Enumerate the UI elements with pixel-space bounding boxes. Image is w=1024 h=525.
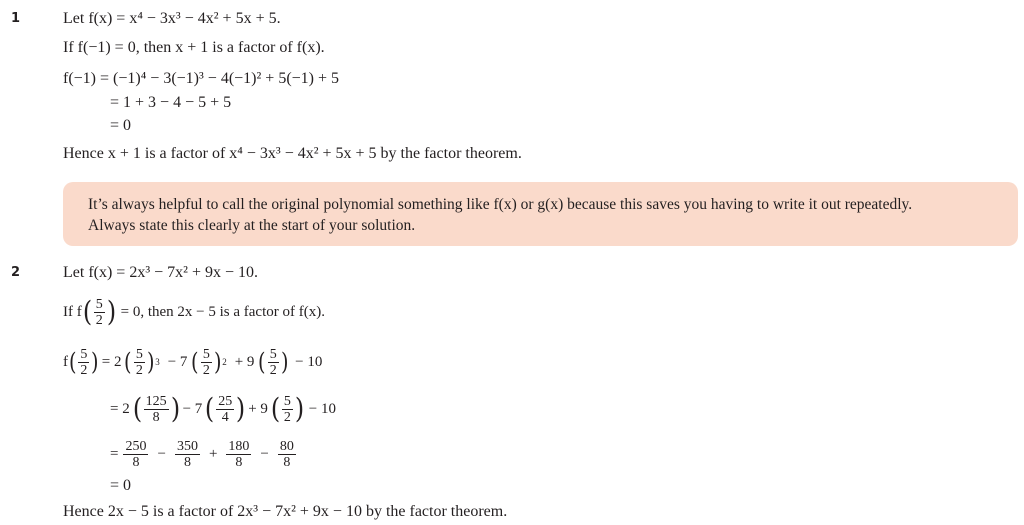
- fraction-125-over-8: [144, 394, 169, 425]
- close-paren: ): [146, 348, 155, 376]
- close-paren: ): [106, 295, 116, 328]
- close-paren: ): [213, 348, 222, 376]
- denominator: 4: [216, 409, 234, 425]
- denominator: 2: [80, 362, 88, 378]
- q1-step-1: f(−1) = (−1)⁴ − 3(−1)³ − 4(−1)² + 5(−1) + 5: [63, 70, 340, 87]
- term-operator: − 10: [295, 353, 323, 370]
- close-paren: ): [236, 392, 246, 425]
- numerator: 5: [95, 296, 103, 312]
- term-operator: − 7: [182, 400, 203, 417]
- q1-conclusion: Hence x + 1 is a factor of x⁴ − 3x³ − 4x² + 5x + 5 by the factor theorem.: [63, 145, 522, 162]
- q1-step-2: = 1 + 3 − 4 − 5 + 5: [110, 94, 232, 111]
- numerator: 350: [176, 438, 198, 454]
- equals-coefficient: = 2: [101, 353, 122, 370]
- denominator: 2: [135, 362, 143, 378]
- denominator: 2: [202, 362, 210, 378]
- q2-step-4: = 0: [110, 477, 132, 494]
- q2-if-suffix: = 0, then 2x − 5 is a factor of f(x).: [120, 303, 325, 320]
- tip-line-1: It’s always helpful to call the original polynomial something like f(x) or g(x) because this saves you having to write it out repeatedly.: [88, 196, 913, 213]
- denominator: 8: [278, 454, 296, 470]
- denominator: 8: [144, 409, 169, 425]
- q1-step-3: = 0: [110, 117, 132, 134]
- open-paren: (: [124, 348, 132, 376]
- tip-callout: [63, 182, 1018, 246]
- term-operator: + 9: [248, 400, 268, 417]
- fraction-80-over-8: [278, 439, 296, 470]
- open-paren: (: [258, 348, 266, 376]
- denominator: 2: [283, 409, 291, 425]
- numerator: 125: [145, 393, 167, 409]
- close-paren: ): [170, 392, 180, 425]
- numerator: 180: [228, 438, 250, 454]
- numerator: 5: [283, 393, 291, 409]
- denominator: 2: [269, 362, 277, 378]
- fraction-350-over-8: [175, 439, 200, 470]
- numerator: 80: [279, 438, 294, 454]
- open-paren: (: [205, 392, 215, 425]
- q2-let-line: Let f(x) = 2x³ − 7x² + 9x − 10.: [63, 264, 258, 281]
- q2-conclusion: Hence 2x − 5 is a factor of 2x³ − 7x² + 9x − 10 by the factor theorem.: [63, 503, 508, 520]
- q2-if-line: [63, 294, 325, 330]
- term-operator: −: [260, 445, 269, 462]
- open-paren: (: [132, 392, 142, 425]
- open-paren: (: [270, 392, 281, 425]
- open-paren: (: [191, 348, 199, 376]
- fraction-5-over-2: [78, 347, 89, 378]
- question-number-2: 2: [11, 265, 21, 280]
- fraction-5-over-2: [282, 394, 293, 425]
- numerator: 5: [80, 346, 88, 362]
- fraction-180-over-8: [226, 439, 251, 470]
- term-operator: − 7: [167, 353, 188, 370]
- q1-let-line: Let f(x) = x⁴ − 3x³ − 4x² + 5x + 5.: [63, 10, 281, 27]
- fraction-25-over-4: [216, 394, 234, 425]
- term-operator: +: [208, 445, 218, 462]
- fraction-5-over-2: [134, 347, 145, 378]
- denominator: 8: [175, 454, 200, 470]
- equals-sign: =: [110, 445, 119, 462]
- close-paren: ): [294, 392, 304, 425]
- q2-step-1: f ( $\frac{5}{2}$ ) = 2 ( $\frac{5}{2}$ ) 3 − 7 ( $\frac{5}{2}$ ) 2 + 9 ( $\frac{5}{2}$ ) − 10: [63, 346, 323, 378]
- close-paren: ): [91, 348, 99, 376]
- denominator: 8: [226, 454, 251, 470]
- tip-line-2: Always state this clearly at the start of your solution.: [88, 217, 416, 234]
- function-f: f: [63, 353, 68, 370]
- q2-step-3: [110, 436, 297, 472]
- q2-step-2: [110, 391, 336, 427]
- term-operator: + 9: [234, 353, 255, 370]
- fraction-5-over-2: [201, 347, 212, 378]
- numerator: 5: [135, 346, 143, 362]
- numerator: 250: [125, 438, 147, 454]
- numerator: 25: [218, 393, 233, 409]
- close-paren: ): [280, 348, 289, 376]
- equals-coefficient: = 2: [110, 400, 130, 417]
- open-paren: (: [68, 348, 77, 376]
- open-paren: (: [82, 295, 92, 328]
- term-operator: − 10: [308, 400, 336, 417]
- q2-if-prefix: If f: [63, 303, 82, 320]
- fraction-250-over-8: [123, 439, 148, 470]
- denominator: 2: [95, 312, 103, 328]
- fraction-5-over-2: [268, 347, 279, 378]
- term-operator: −: [157, 445, 166, 462]
- question-number-1: 1: [11, 11, 21, 26]
- q1-if-line: If f(−1) = 0, then x + 1 is a factor of f(x).: [63, 39, 325, 56]
- numerator: 5: [269, 346, 277, 362]
- fraction-5-over-2: [94, 297, 105, 328]
- denominator: 8: [123, 454, 148, 470]
- numerator: 5: [202, 346, 210, 362]
